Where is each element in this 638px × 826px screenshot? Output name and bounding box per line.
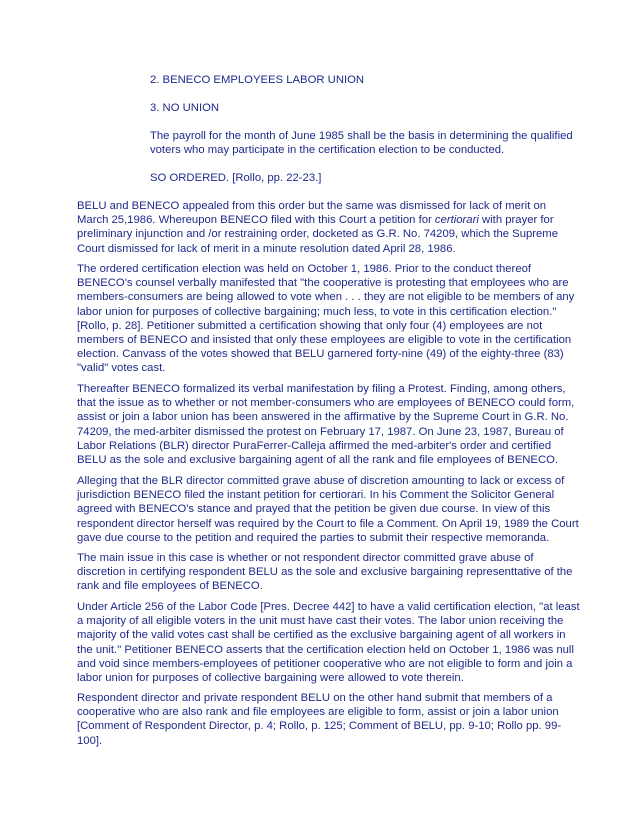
text-line: BELU and BENECO appealed from this order but the same was dismissed for lack of merit on <box>77 200 547 212</box>
italic-term-certiorari: certiorari <box>434 214 479 227</box>
text-segment: with prayer for <box>478 214 554 227</box>
text-line: The main issue in this case is whether or not respondent director committed grave abuse of <box>77 552 534 564</box>
text-line: the unit." Petitioner BENECO asserts that the certification election held on October 1, 1986 was null <box>77 643 574 656</box>
text-line: rank and file employees of BENECO. <box>77 580 263 593</box>
text-line <box>77 213 573 227</box>
text-line: preliminary injunction and /or restraining order, docketed as G.R. No. 74209, which the Supreme <box>77 228 559 241</box>
text-line: 100]. <box>77 734 103 747</box>
text-line: Court dismissed for lack of merit in a minute resolution dated April 28, 1986. <box>77 242 456 255</box>
text-line: gave due course to the petition and required the parties to submit their respective memoranda. <box>77 531 550 544</box>
text-line: BENECO's counsel verbally manifested that "the cooperative is protesting that employees who are <box>77 277 569 290</box>
list-item-text: 2. BENECO EMPLOYEES LABOR UNION <box>150 74 365 86</box>
text-line: and void since members-employees of petitioner cooperative who are not eligible to form and join a <box>77 657 573 670</box>
text-line: 74209, the med-arbiter dismissed the protest on February 17, 1987. On June 23, 1987, Bureau of <box>77 425 564 438</box>
so-ordered-paragraph <box>150 171 570 185</box>
paragraph-main-issue <box>77 551 573 594</box>
text-line: SO ORDERED. [Rollo, pp. 22-23.] <box>150 172 322 184</box>
list-item-beneco-union <box>150 73 570 87</box>
text-line: discretion in certifying respondent BELU as the sole and exclusive bargaining representtative of the <box>77 566 573 579</box>
text-line: The payroll for the month of June 1985 shall be the basis in determining the qualified <box>150 130 573 142</box>
text-line: [Comment of Respondent Director, p. 4; Rollo, p. 125; Comment of BELU, pp. 9-10; Rollo pp. 99- <box>77 720 562 733</box>
text-line: voters who may participate in the certification election to be conducted. <box>150 144 505 157</box>
list-item-no-union <box>150 101 570 115</box>
text-line: Alleging that the BLR director committed grave abuse of discretion amounting to lack or excess of <box>77 475 565 487</box>
paragraph-respondent-submission <box>77 691 573 748</box>
text-line: that the issue as to whether or not member-consumers who are employees of BENECO could form, <box>77 397 575 410</box>
text-line: assist or join a labor union has been answered in the affirmative by the Supreme Court in G.R. No. <box>77 411 569 424</box>
list-item-text: 3. NO UNION <box>150 102 220 114</box>
text-line: members of BENECO and insisted that only these employees are eligible to vote in the certification <box>77 334 572 347</box>
text-segment: March 25,1986. Whereupon BENECO filed with this Court a petition for <box>77 214 435 227</box>
text-line: Thereafter BENECO formalized its verbal manifestation by filing a Protest. Finding, among others, <box>77 383 566 395</box>
text-line: The ordered certification election was held on October 1, 1986. Prior to the conduct thereof <box>77 263 532 275</box>
text-line: labor union for purposes of collective bargaining were allowed to vote therein. <box>77 672 464 685</box>
text-line: BELU as the sole and exclusive bargaining agent of all the rank and file employees of BENECO. <box>77 454 559 467</box>
paragraph-appeal <box>77 199 573 256</box>
text-line: Respondent director and private respondent BELU on the other hand submit that members of a <box>77 692 553 704</box>
text-line: majority of the valid votes cast shall be certified as the exclusive bargaining agent of all workers in <box>77 629 566 642</box>
text-line: members-consumers are being allowed to vote when . . . they are not eligible to be members of any <box>77 291 575 304</box>
payroll-paragraph <box>150 129 573 157</box>
paragraph-certification-election <box>77 262 573 376</box>
text-line: election. Canvass of the votes showed that BELU garnered forty-nine (49) of the eighty-three (83) <box>77 348 564 361</box>
text-line: Under Article 256 of the Labor Code [Pres. Decree 442] to have a valid certification election, "at least <box>77 601 580 613</box>
text-line: labor union for purposes of collective bargaining; much less, to vote in this certification election." <box>77 305 557 318</box>
text-line: cooperative who are also rank and file employees are eligible to form, assist or join a labor union <box>77 706 559 719</box>
paragraph-grave-abuse <box>77 474 579 545</box>
text-line: "valid" votes cast. <box>77 362 166 375</box>
text-line: jurisdiction BENECO filed the instant petition for certiorari. In his Comment the Solicitor General <box>77 489 555 502</box>
text-line: a majority of all eligible voters in the unit must have cast their votes. The labor union receiving the <box>77 615 564 628</box>
paragraph-article-256 <box>77 600 580 685</box>
paragraph-protest <box>77 382 573 467</box>
text-line: respondent director herself was required by the Court to file a Comment. On April 19, 1989 the Court <box>77 517 579 530</box>
text-line: [Rollo, p. 28]. Petitioner submitted a certification showing that only four (4) employees are not <box>77 319 543 332</box>
text-line: agreed with BENECO's stance and prayed that the petition be given due course. In view of this <box>77 503 551 516</box>
text-line: Labor Relations (BLR) director PuraFerrer-Calleja affirmed the med-arbiter's order and certified <box>77 439 552 452</box>
